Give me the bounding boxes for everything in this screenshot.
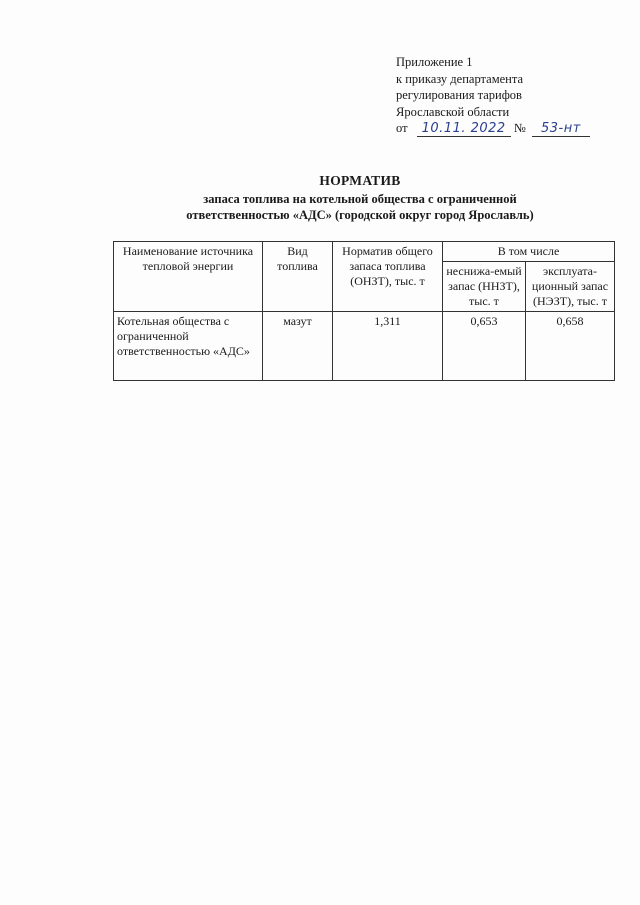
- fuel-norm-table: [113, 241, 615, 381]
- order-number-field: [532, 121, 590, 137]
- title-block: [110, 173, 610, 223]
- appendix-line-3: регулирования тарифов: [396, 88, 522, 102]
- cell-nezt: 0,658: [526, 312, 615, 381]
- header-source: Наименование источника тепловой энергии: [114, 242, 263, 312]
- header-including: В том числе: [443, 242, 615, 262]
- appendix-block: [396, 54, 590, 137]
- order-date-handwritten: 10.11. 2022: [421, 121, 506, 136]
- order-number-handwritten: 53-нт: [540, 121, 581, 136]
- header-total-norm: Норматив общего запаса топлива (ОНЗТ), тыс. т: [333, 242, 443, 312]
- order-date-field: [417, 121, 511, 137]
- cell-source: Котельная общества с ограниченной ответственностью «АДС»: [114, 312, 263, 381]
- order-date-number-line: [396, 120, 590, 137]
- header-nezt: эксплуата-ционный запас (НЭЗТ), тыс. т: [526, 262, 615, 312]
- appendix-line-4: Ярославской области: [396, 104, 510, 119]
- header-fuel-type: Вид топлива: [263, 242, 333, 312]
- number-label: №: [513, 121, 526, 135]
- table-header-row: [114, 242, 615, 262]
- table-row: [114, 312, 615, 381]
- cell-fuel-type: мазут: [263, 312, 333, 381]
- document-subtitle-line-2: ответственностью «АДС» (городской округ город Ярославль): [186, 208, 534, 222]
- header-nnzt: неснижа-емый запас (ННЗТ), тыс. т: [443, 262, 526, 312]
- appendix-line-1: Приложение 1: [396, 55, 473, 69]
- document-heading: НОРМАТИВ: [319, 173, 401, 188]
- cell-total-norm: 1,311: [333, 312, 443, 381]
- document-subtitle-line-1: запаса топлива на котельной общества с ограниченной: [203, 192, 517, 206]
- cell-nnzt: 0,653: [443, 312, 526, 381]
- appendix-line-2: к приказу департамента: [396, 71, 524, 86]
- from-label: от: [396, 121, 408, 135]
